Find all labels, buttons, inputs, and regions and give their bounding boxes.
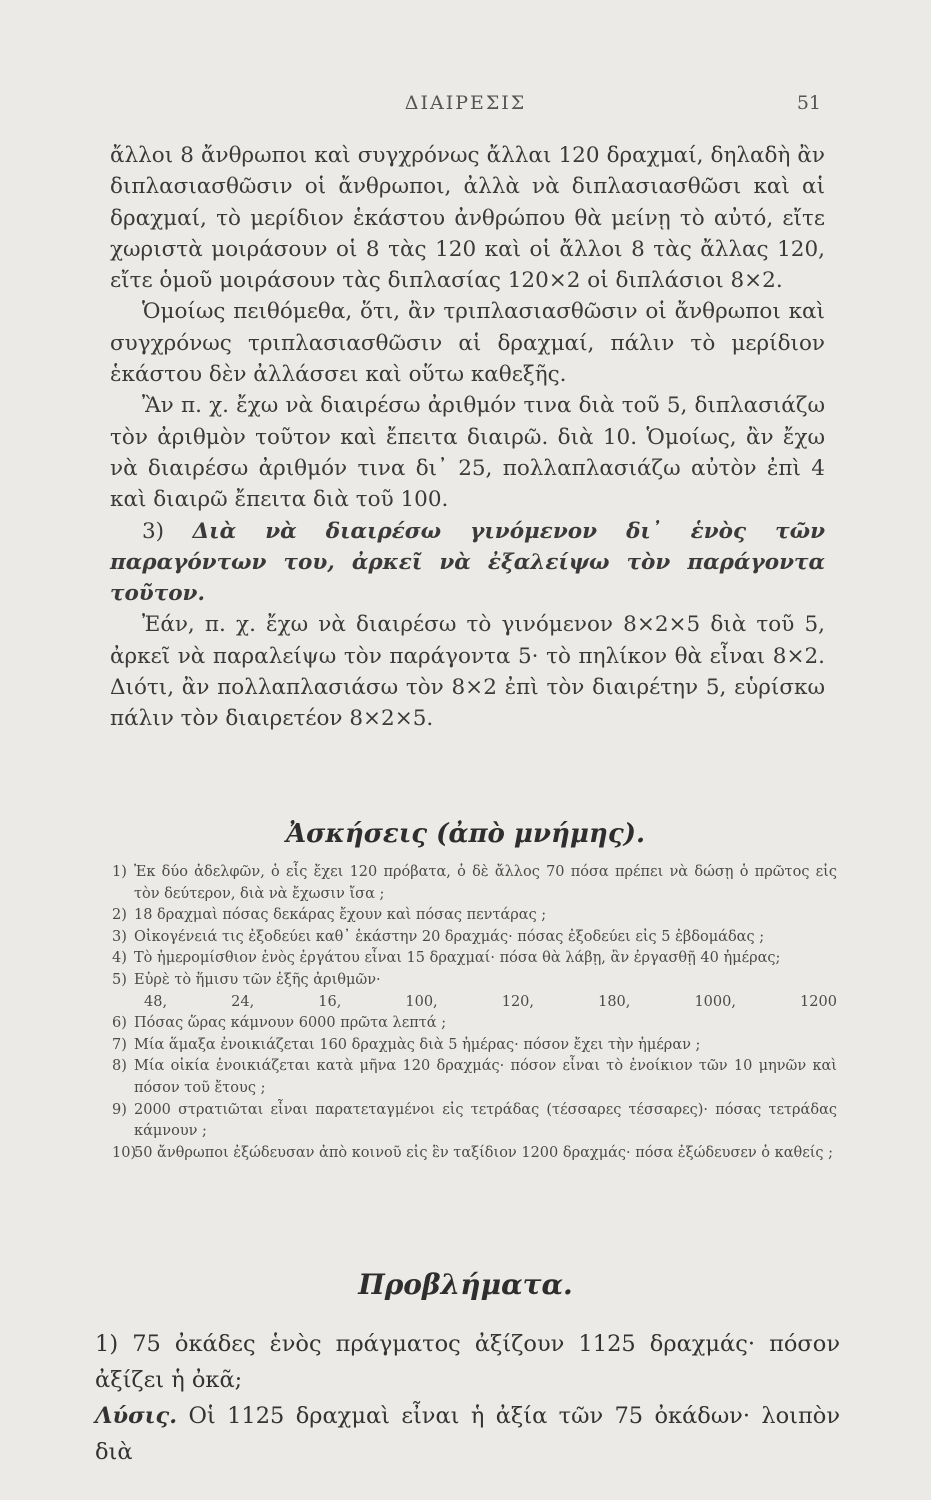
paragraph-3: Ἂν π. χ. ἔχω νὰ διαιρέσω ἀριθμόν τινα διὰ τοῦ 5, διπλασιάζω τὸν ἀριθμὸν τοῦτον καὶ ἔπειτα διαιρῶ. διὰ 10. Ὁμοίως, ἂν ἔχω νὰ διαιρέσω ἀριθμόν τινα δι᾿ 25, πολλαπλασιάζω αὐτὸν ἐπὶ 4 καὶ διαιρῶ ἔπειτα διὰ τοῦ 100. [110,393,825,513]
exercise-number: 8) [112,1058,127,1075]
rule-number: 3) [142,518,165,544]
exercise-item [112,862,837,905]
exercise-text: 2000 στρατιῶται εἶναι παρατεταγμένοι εἰς τετράδας (τέσσαρες τέσσαρες)· πόσας τετράδας κάμνουν ; [134,1101,837,1140]
problem-1: 1) 75 ὀκάδες ἑνὸς πράγματος ἀξίζουν 1125 δραχμάς· πόσον ἀξίζει ἡ ὀκᾶ; [95,1331,840,1393]
exercise-number: 3) [112,928,127,945]
page-header [0,92,931,122]
exercise-text: Εὑρὲ τὸ ἥμισυ τῶν ἑξῆς ἀριθμῶν· [134,971,381,988]
problems-text [95,1326,840,1470]
exercise-number: 2) [112,907,127,924]
exercise-text: 18 δραχμαὶ πόσας δεκάρας ἔχουν καὶ πόσας πεντάρας ; [134,907,547,924]
exercise-text: Πόσας ὥρας κάμνουν 6000 πρῶτα λεπτά ; [134,1015,447,1032]
exercises-heading: Ἀσκήσεις (ἀπὸ μνήμης). [286,819,645,849]
page-number: 51 [796,92,821,114]
exercise-number: 6) [112,1015,127,1032]
main-text [110,140,825,735]
number-value: 100, [405,993,438,1010]
running-title: ΔΙΑΙΡΕΣΙΣ [404,92,527,114]
exercise-list [112,862,837,1164]
exercise-text: Μία οἰκία ἐνοικιάζεται κατὰ μῆνα 120 δραχμάς· πόσον εἶναι τὸ ἐνοίκιον τῶν 10 μηνῶν καὶ πόσον τοῦ ἔτους ; [134,1058,837,1096]
number-value: 180, [598,993,631,1010]
exercise-number: 5) [112,971,127,988]
exercise-item [112,905,837,927]
solution-line [95,1398,840,1470]
exercise-text: Τὸ ἡμερομίσθιον ἑνὸς ἐργάτου εἶναι 15 δραχμαί· πόσα θὰ λάβῃ, ἂν ἐργασθῇ 40 ἡμέρας; [134,950,781,967]
exercise-number: 10) [112,1144,137,1161]
number-value: 48, [144,993,168,1010]
number-value: 1200 [800,993,837,1010]
problems-heading: Προβλήματα. [358,1268,573,1301]
paragraph-1: ἄλλοι 8 ἄνθρωποι καὶ συγχρόνως ἄλλαι 120 δραχμαί, δηλαδὴ ἂν διπλασιασθῶσιν οἱ ἄνθρωποι, ἀλλὰ νὰ διπλασιασθῶσι καὶ αἱ δραχμαί, τὸ μερίδιον ἑκάστου ἀνθρώπου θὰ μείνῃ τὸ αὐτό, εἴτε χωριστὰ μοιράσουν οἱ 8 τὰς 120 καὶ οἱ ἄλλοι 8 τὰς ἄλλας 120, εἴτε ὁμοῦ μοιράσουν τὰς διπλασίας 120×2 οἱ διπλάσιοι 8×2. [110,143,825,294]
exercise-number: 4) [112,950,127,967]
number-value: 24, [231,993,255,1010]
exercise-text: 50 ἄνθρωποι ἐξώδευσαν ἀπὸ κοινοῦ εἰς ἓν ταξίδιον 1200 δραχμάς· πόσα ἐξώδευσεν ὁ καθείς ; [134,1144,834,1161]
exercise-item [112,1056,837,1099]
exercise-text: Ἐκ δύο ἀδελφῶν, ὁ εἷς ἔχει 120 πρόβατα, ὁ δὲ ἄλλος 70 πόσα πρέπει νὰ δώσῃ ὁ πρῶτος εἰς τὸν δεύτερον, διὰ νὰ ἔχωσιν ἴσα ; [134,864,837,902]
paragraph-5: Ἐάν, π. χ. ἔχω νὰ διαιρέσω τὸ γινόμενον 8×2×5 διὰ τοῦ 5, ἀρκεῖ νὰ παραλείψω τὸν παράγοντα 5· τὸ πηλίκον θὰ εἶναι 8×2. Διότι, ἂν πολλαπλασιάσω τὸν 8×2 ἐπὶ τὸν διαιρέτην 5, εὑρίσκω πάλιν τὸν διαιρετέον 8×2×5. [110,612,825,732]
exercise-item [112,948,837,970]
number-row [112,992,837,1014]
solution-label: Λύσις. [95,1403,178,1429]
paragraph-2: Ὁμοίως πειθόμεθα, ὅτι, ἂν τριπλασιασθῶσιν οἱ ἄνθρωποι καὶ συγχρόνως τριπλασιασθῶσιν αἱ δραχμαί, πάλιν τὸ μερίδιον ἑκάστου δὲν ἀλλάσσει καὶ οὕτω καθεξῆς. [110,299,825,388]
solution-text: Οἱ 1125 δραχμαὶ εἶναι ἡ ἀξία τῶν 75 ὀκάδων· λοιπὸν διὰ [95,1403,841,1465]
exercise-item [112,1013,837,1035]
number-value: 1000, [694,993,736,1010]
exercise-item [112,1035,837,1057]
exercise-item [112,1143,837,1165]
exercise-text: Μία ἅμαξα ἐνοικιάζεται 160 δραχμὰς διὰ 5 ἡμέρας· πόσον ἔχει τὴν ἡμέραν ; [134,1036,701,1053]
paragraph-4 [110,516,825,610]
exercise-number: 9) [112,1101,127,1118]
number-value: 16, [318,993,342,1010]
number-value: 120, [501,993,535,1010]
rule-statement: Διὰ νὰ διαιρέσω γινόμενον δι᾿ ἑνὸς τῶν παραγόντων του, ἀρκεῖ νὰ ἐξαλείψω τὸν παράγοντα τοῦτον. [110,518,825,607]
exercise-item [112,970,837,992]
exercise-item [112,1100,837,1143]
exercise-number: 1) [112,864,127,880]
exercise-text: Οἰκογένειά τις ἐξοδεύει καθ᾿ ἑκάστην 20 δραχμάς· πόσας ἐξοδεύει εἰς 5 ἑβδομάδας ; [134,928,765,945]
exercise-item [112,927,837,949]
exercise-number: 7) [112,1036,127,1053]
